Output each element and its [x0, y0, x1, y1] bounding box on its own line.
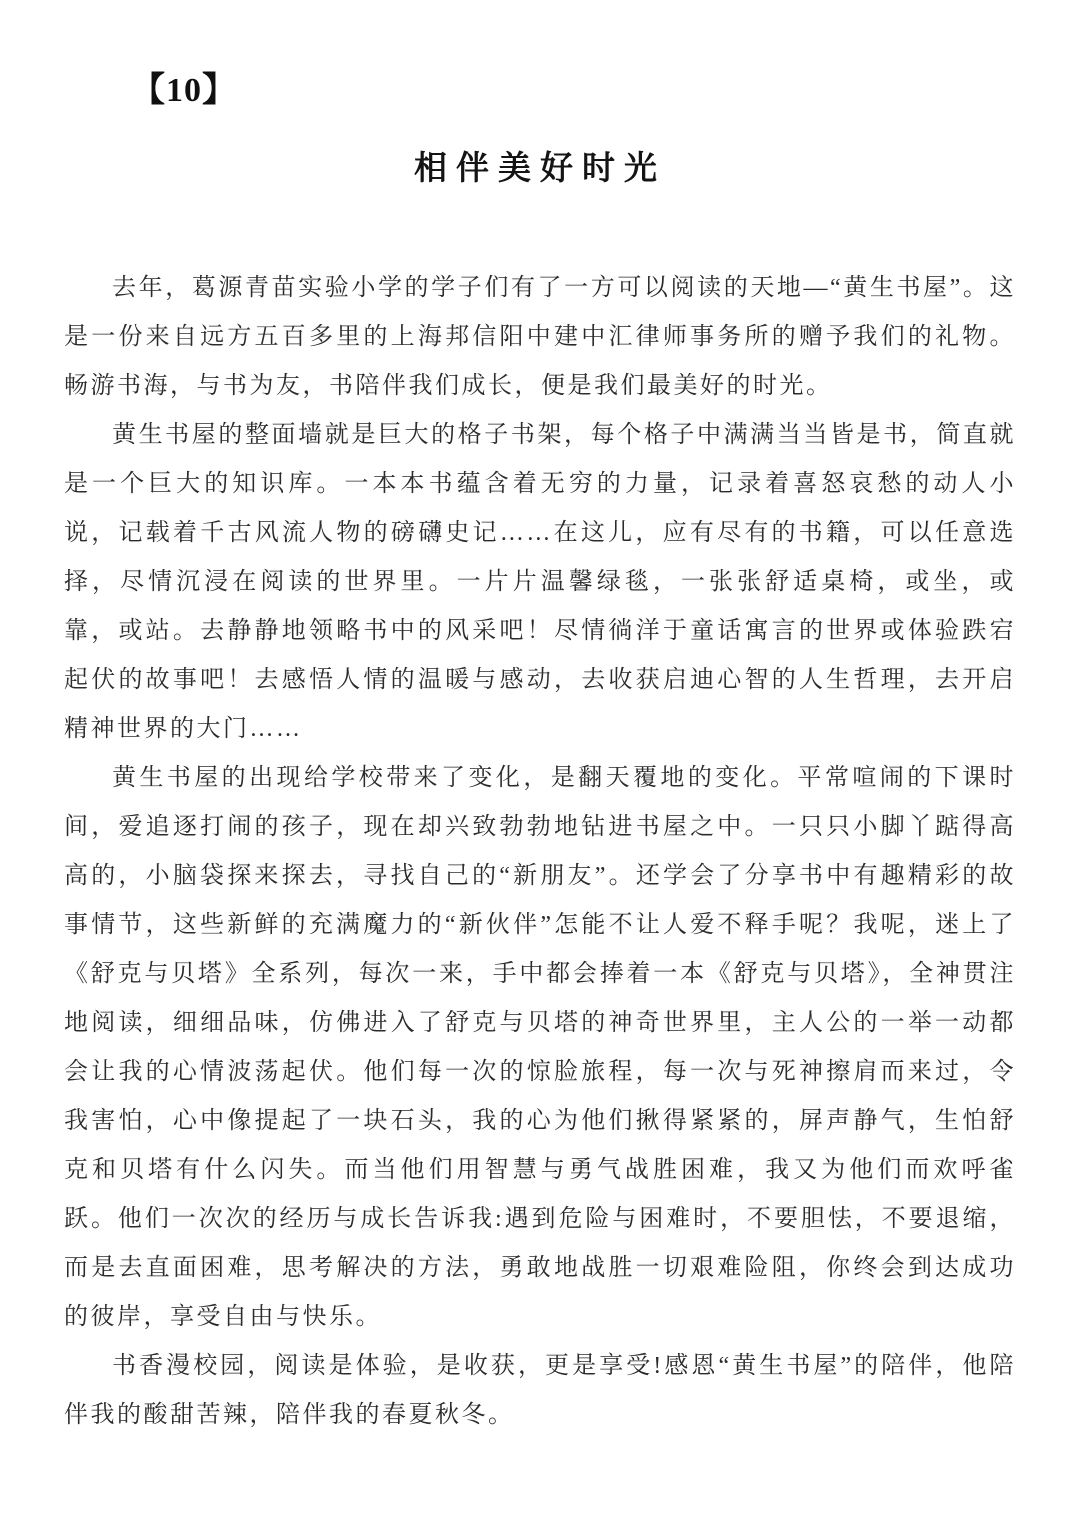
essay-paragraph-3: 黄生书屋的出现给学校带来了变化，是翻天覆地的变化。平常喧闹的下课时间，爱追逐打闹的孩子，现在却兴致勃勃地钻进书屋之中。一只只小脚丫踮得高高的，小脑袋探来探去，寻找自己的“新朋友”。还学会了分享书中有趣精彩的故事情节，这些新鲜的充满魔力的“新伙伴”怎能不让人爱不释手呢？我呢，迷上了《舒克与贝塔》全系列，每次一来，手中都会捧着一本《舒克与贝塔》，全神贯注地阅读，细细品味，仿佛进入了舒克与贝塔的神奇世界里，主人公的一举一动都会让我的心情波荡起伏。他们每一次的惊脸旅程，每一次与死神擦肩而来过，令我害怕，心中像提起了一块石头，我的心为他们揪得紧紧的，屏声静气，生怕舒克和贝塔有什么闪失。而当他们用智慧与勇气战胜困难，我又为他们而欢呼雀跃。他们一次次的经历与成长告诉我:遇到危险与困难时，不要胆怯，不要退缩，而是去直面困难，思考解决的方法，勇敢地战胜一切艰难险阻，你终会到达成功的彼岸，享受自由与快乐。	[64, 765, 1016, 1330]
essay-body	[64, 264, 1016, 1440]
section-number-label: 【10】	[131, 72, 237, 109]
essay-paragraph-4: 书香漫校园，阅读是体验，是收获，更是享受!感恩“黄生书屋”的陪伴，他陪伴我的酸甜苦辣，陪伴我的春夏秋冬。	[64, 1353, 1016, 1428]
essay-title: 相伴美好时光	[414, 151, 666, 187]
essay-paragraph-2: 黄生书屋的整面墙就是巨大的格子书架，每个格子中满满当当皆是书，简直就是一个巨大的知识库。一本本书蕴含着无穷的力量，记录着喜怒哀愁的动人小说，记载着千古风流人物的磅礴史记……在这儿，应有尽有的书籍，可以任意选择，尽情沉浸在阅读的世界里。一片片温馨绿毯，一张张舒适桌椅，或坐，或靠，或站。去静静地领略书中的风采吧！尽情徜洋于童话寓言的世界或体验跌宕起伏的故事吧！去感悟人情的温暖与感动，去收获启迪心智的人生哲理，去开启精神世界的大门……	[64, 422, 1016, 742]
essay-paragraph-1: 去年，葛源青苗实验小学的学子们有了一方可以阅读的天地—“黄生书屋”。这是一份来自远方五百多里的上海邦信阳中建中汇律师事务所的赠予我们的礼物。畅游书海，与书为友，书陪伴我们成长，便是我们最美好的时光。	[64, 275, 1016, 399]
